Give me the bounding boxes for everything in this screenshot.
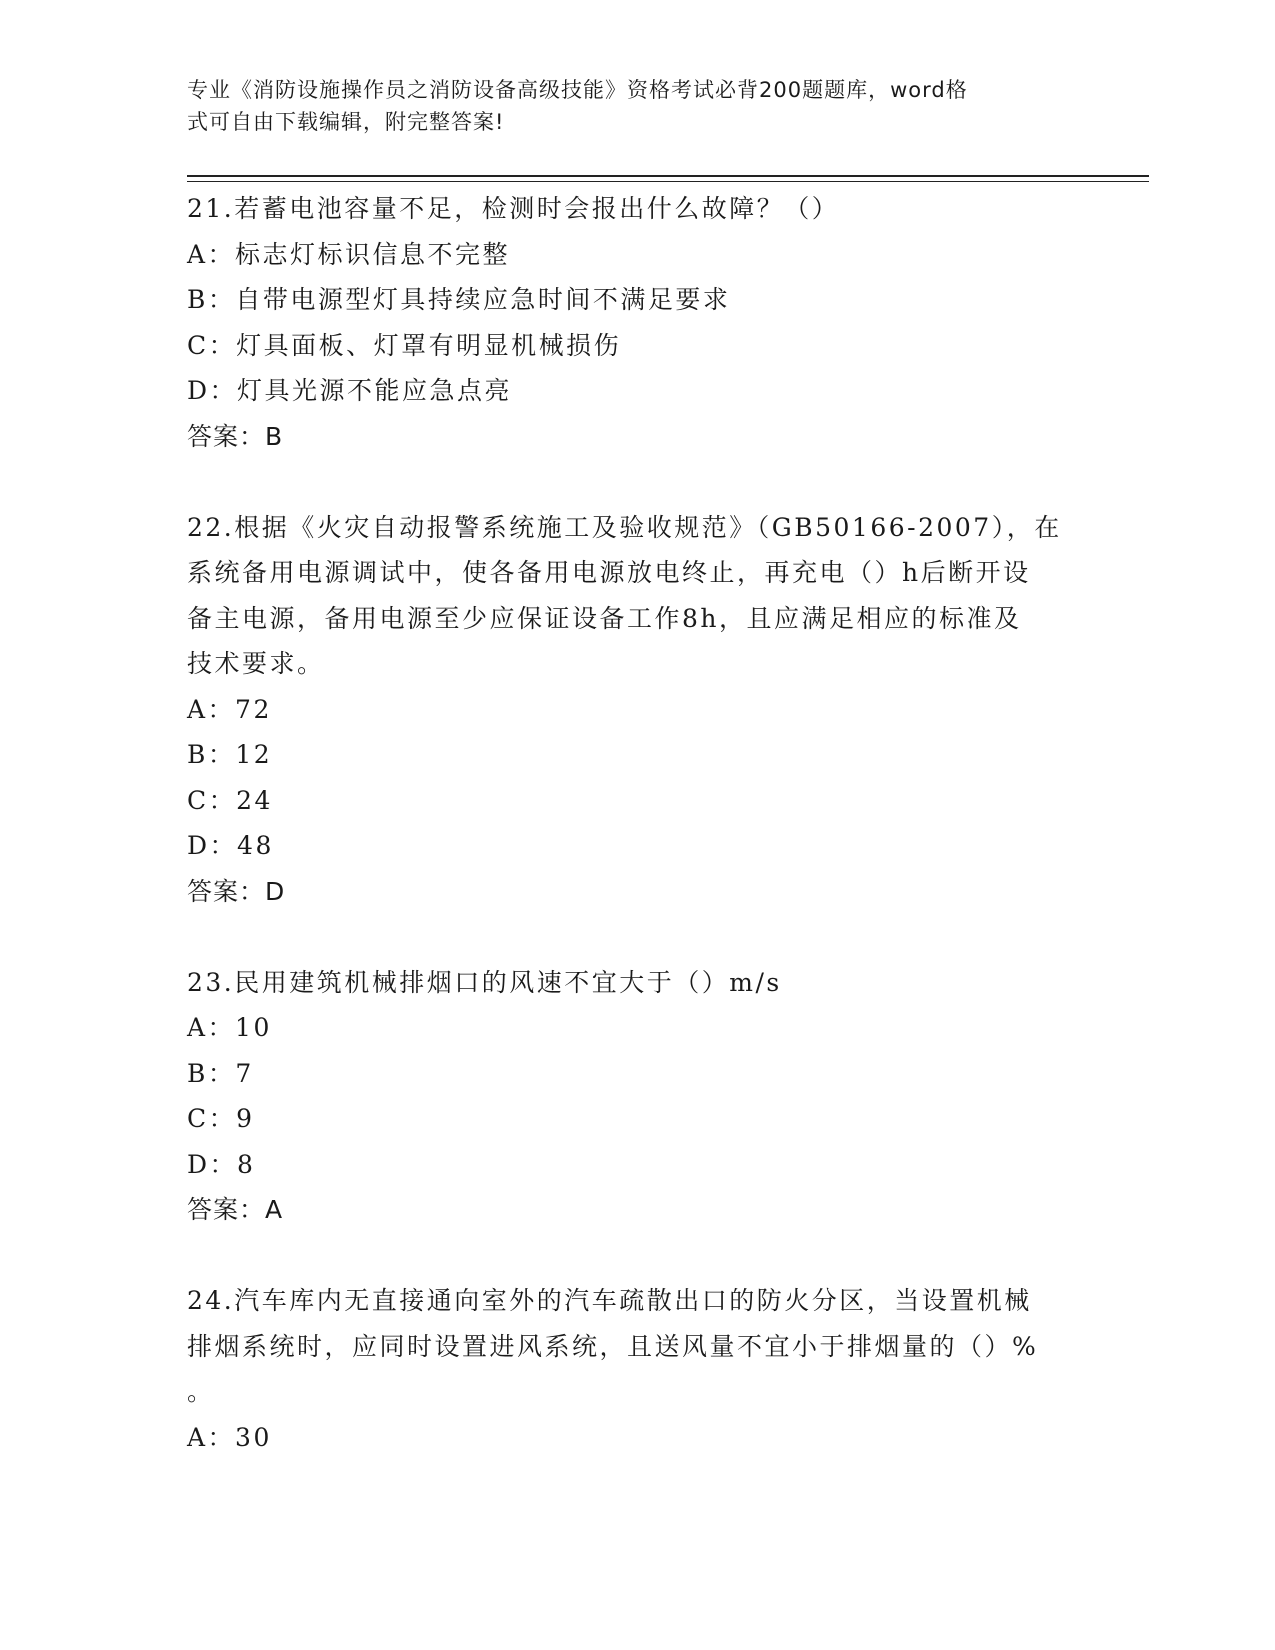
question-22 [187,505,1087,915]
question-stem-line: 24.汽车库内无直接通向室外的汽车疏散出口的防火分区，当设置机械 [187,1286,1032,1315]
option-b: B：7 [187,1058,254,1088]
spacer [187,459,1087,505]
option-a: A：标志灯标识信息不完整 [187,239,511,269]
option-c: C：24 [187,785,273,815]
option-d: D：8 [187,1149,256,1179]
answer: 答案：B [187,421,284,451]
question-21 [187,186,1087,459]
header-line-1: 专业《消防设施操作员之消防设备高级技能》资格考试必背200题题库，word格 [187,78,968,102]
option-b: B：自带电源型灯具持续应急时间不满足要求 [187,285,731,314]
spacer [187,914,1087,960]
option-a: A：10 [187,1013,272,1042]
option-c: C：9 [187,1104,255,1133]
spacer [187,1233,1087,1279]
question-stem-line: 系统备用电源调试中，使各备用电源放电终止，再充电（）h后断开设 [187,558,1031,587]
question-stem-line: 排烟系统时，应同时设置进风系统，且送风量不宜小于排烟量的（）% [187,1331,1039,1361]
option-a: A：72 [187,694,272,724]
question-23 [187,960,1087,1233]
question-stem-line: 技术要求。 [187,649,325,678]
header-line-2: 式可自由下载编辑，附完整答案! [187,110,505,134]
question-list [187,186,1087,1460]
option-c: C：灯具面板、灯罩有明显机械损伤 [187,330,622,360]
header-rule-thin [187,181,1149,182]
option-d: D：灯具光源不能应急点亮 [187,376,513,405]
question-stem-line: 备主电源，备用电源至少应保证设备工作8h，且应满足相应的标准及 [187,603,1022,633]
document-header [187,74,1067,138]
question-stem-line: 。 [187,1377,215,1406]
answer: 答案：D [187,876,286,906]
option-d: D：48 [187,831,274,860]
question-stem: 23.民用建筑机械排烟口的风速不宜大于（）m/s [187,967,782,997]
question-stem: 21.若蓄电池容量不足，检测时会报出什么故障？（） [187,194,840,223]
option-b: B：12 [187,740,273,769]
option-a: A：30 [187,1422,272,1452]
question-stem-line: 22.根据《火灾自动报警系统施工及验收规范》（GB50166-2007），在 [187,512,1062,542]
header-rule-thick [187,175,1149,177]
question-24 [187,1278,1087,1460]
answer: 答案：A [187,1195,284,1224]
